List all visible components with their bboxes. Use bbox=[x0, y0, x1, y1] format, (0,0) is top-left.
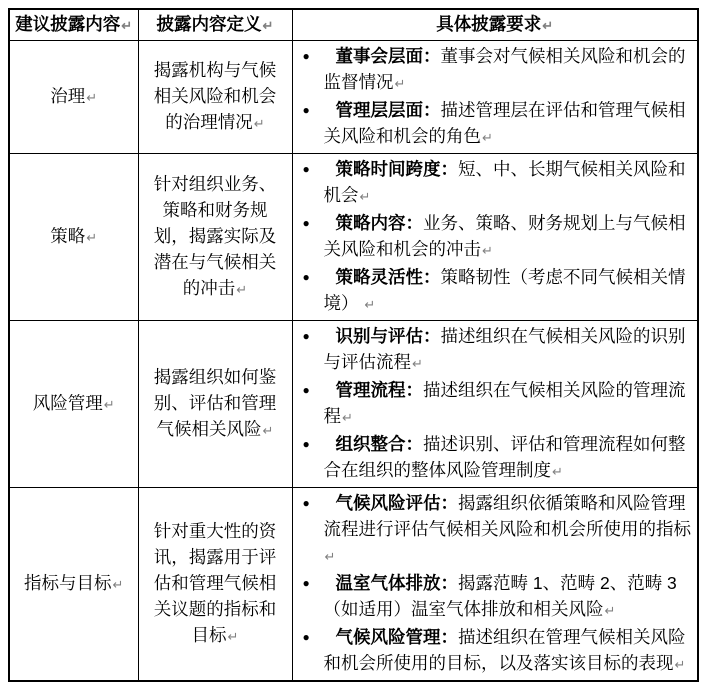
bullet-icon: ● bbox=[302, 576, 310, 590]
requirement-label: 策略灵活性： bbox=[335, 267, 441, 287]
requirement-item bbox=[303, 624, 692, 678]
paragraph-mark-icon: ↵ bbox=[482, 243, 493, 258]
bullet-icon: ● bbox=[302, 270, 310, 284]
header-label: 建议披露内容 bbox=[15, 14, 121, 34]
header-row bbox=[9, 9, 698, 41]
requirement-item bbox=[303, 97, 692, 151]
paragraph-mark-icon: ↵ bbox=[324, 549, 336, 564]
definition-text: 针对重大性的资讯，揭露用于评估和管理气候相关议题的指标和目标 bbox=[153, 521, 277, 645]
requirement-item bbox=[303, 377, 692, 431]
requirements-cell bbox=[292, 41, 698, 154]
requirement-text: 描述组织在气候相关风险的识别与评估流程 bbox=[323, 326, 686, 372]
requirement-label: 管理流程： bbox=[335, 380, 423, 400]
requirement-text: 描述组织在气候相关风险的管理流程 bbox=[323, 380, 686, 426]
definition-cell bbox=[138, 488, 292, 682]
requirement-label: 策略时间跨度： bbox=[335, 159, 458, 179]
requirement-item bbox=[303, 156, 692, 210]
paragraph-mark-icon: ↵ bbox=[482, 130, 493, 145]
requirement-item bbox=[303, 570, 692, 624]
definition-cell bbox=[138, 321, 292, 488]
requirement-label: 气候风险管理： bbox=[335, 627, 458, 647]
definition-text: 揭露机构与气候相关风险和机会的治理情况 bbox=[153, 60, 277, 132]
paragraph-mark-icon: ↵ bbox=[359, 189, 371, 204]
requirement-text: 描述组织在管理气候相关风险和机会所使用的目标，以及落实该目标的表现 bbox=[323, 627, 686, 673]
paragraph-mark-icon: ↵ bbox=[103, 397, 115, 412]
paragraph-mark-icon: ↵ bbox=[542, 18, 554, 33]
requirement-text: 董事会对气候相关风险和机会的监督情况 bbox=[323, 46, 686, 92]
bullet-icon: ● bbox=[302, 103, 310, 117]
requirement-text: 短、中、长期气候相关风险和机会 bbox=[323, 159, 686, 205]
paragraph-mark-icon: ↵ bbox=[394, 76, 406, 91]
paragraph-mark-icon: ↵ bbox=[236, 282, 248, 297]
paragraph-mark-icon: ↵ bbox=[674, 657, 686, 672]
requirements-cell bbox=[292, 154, 698, 321]
paragraph-mark-icon: ↵ bbox=[262, 18, 274, 33]
paragraph-mark-icon: ↵ bbox=[604, 603, 616, 618]
requirement-label: 温室气体排放： bbox=[335, 573, 458, 593]
bullet-icon: ● bbox=[302, 437, 310, 451]
definition-text: 针对组织业务、策略和财务规划，揭露实际及潜在与气候相关的冲击 bbox=[153, 174, 277, 298]
bullet-icon: ● bbox=[302, 383, 310, 397]
table-row-strategy bbox=[9, 154, 698, 321]
requirement-label: 董事会层面： bbox=[335, 46, 441, 66]
category-cell bbox=[9, 321, 138, 488]
requirement-text: 描述管理层在评估和管理气候相关风险和机会的角色 bbox=[323, 100, 686, 146]
definition-text: 揭露组织如何鉴别、评估和管理气候相关风险 bbox=[153, 367, 277, 439]
header-cell-requirements bbox=[292, 9, 698, 41]
bullet-icon: ● bbox=[302, 329, 310, 343]
requirement-label: 组织整合： bbox=[335, 434, 423, 454]
requirement-text: 揭露范畴 1、范畴 2、范畴 3（如适用）温室气体排放和相关风险 bbox=[323, 573, 677, 619]
requirement-item bbox=[303, 490, 692, 570]
header-label: 披露内容定义 bbox=[156, 14, 262, 34]
paragraph-mark-icon: ↵ bbox=[552, 464, 563, 479]
bullet-icon: ● bbox=[302, 49, 310, 63]
paragraph-mark-icon: ↵ bbox=[412, 356, 423, 371]
paragraph-mark-icon: ↵ bbox=[262, 423, 274, 438]
category-cell bbox=[9, 154, 138, 321]
requirement-label: 管理层层面： bbox=[335, 100, 441, 120]
bullet-icon: ● bbox=[302, 216, 310, 230]
requirement-text: 揭露组织依循策略和风险管理流程进行评估气候相关风险和机会所使用的指标 bbox=[323, 493, 691, 539]
category-cell bbox=[9, 41, 138, 154]
table-row-risk-management bbox=[9, 321, 698, 488]
requirement-text: 策略韧性（考虑不同气候相关情境） bbox=[323, 267, 686, 313]
header-cell-category bbox=[9, 9, 138, 41]
bullet-icon: ● bbox=[302, 630, 310, 644]
category-label: 指标与目标 bbox=[24, 573, 112, 593]
paragraph-mark-icon: ↵ bbox=[227, 629, 239, 644]
category-label: 策略 bbox=[50, 226, 86, 246]
paragraph-mark-icon: ↵ bbox=[342, 410, 353, 425]
definition-cell bbox=[138, 154, 292, 321]
paragraph-mark-icon: ↵ bbox=[86, 90, 98, 105]
requirement-item bbox=[303, 210, 692, 264]
requirement-item bbox=[303, 43, 692, 97]
header-label: 具体披露要求 bbox=[436, 14, 542, 34]
requirement-item bbox=[303, 431, 692, 485]
category-label: 治理 bbox=[50, 86, 86, 106]
requirement-item bbox=[303, 323, 692, 377]
requirements-cell bbox=[292, 321, 698, 488]
paragraph-mark-icon: ↵ bbox=[86, 230, 98, 245]
bullet-icon: ● bbox=[302, 496, 310, 510]
disclosure-table bbox=[8, 8, 699, 682]
requirement-item bbox=[303, 264, 692, 318]
requirement-text: 描述识别、评估和管理流程如何整合在组织的整体风险管理制度 bbox=[323, 434, 686, 480]
requirement-label: 策略内容： bbox=[335, 213, 423, 233]
paragraph-mark-icon: ↵ bbox=[253, 116, 265, 131]
requirements-cell bbox=[292, 488, 698, 682]
bullet-icon: ● bbox=[302, 162, 310, 176]
header-cell-definition bbox=[138, 9, 292, 41]
table-row-metrics-targets bbox=[9, 488, 698, 682]
category-cell bbox=[9, 488, 138, 682]
requirement-label: 识别与评估： bbox=[335, 326, 441, 346]
requirement-label: 气候风险评估： bbox=[335, 493, 458, 513]
paragraph-mark-icon: ↵ bbox=[121, 18, 133, 33]
definition-cell bbox=[138, 41, 292, 154]
category-label: 风险管理 bbox=[32, 393, 103, 413]
table-row-governance bbox=[9, 41, 698, 154]
requirement-text: 业务、策略、财务规划上与气候相关风险和机会的冲击 bbox=[323, 213, 686, 259]
paragraph-mark-icon: ↵ bbox=[112, 577, 124, 592]
paragraph-mark-icon: ↵ bbox=[364, 297, 376, 312]
